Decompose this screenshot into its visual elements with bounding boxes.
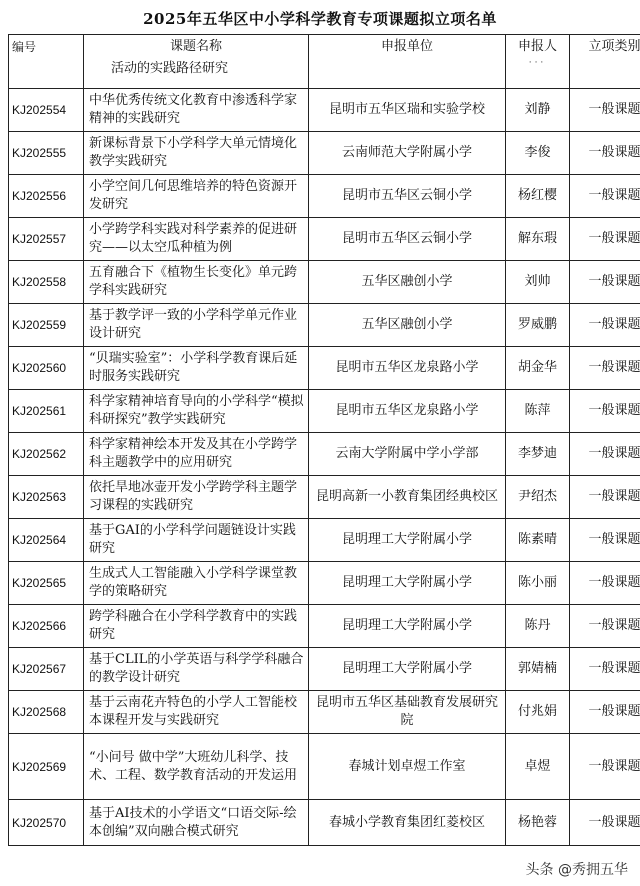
table-row	[9, 648, 640, 691]
table-row	[9, 433, 640, 476]
cell-unit-text: 昆明理工大学附属小学	[341, 618, 472, 633]
cell-num-text: KJ202554	[12, 103, 67, 117]
cell-category-text: 一般课题	[588, 188, 640, 203]
cell-unit	[309, 691, 506, 734]
table-row	[9, 519, 640, 562]
cell-num-text: KJ202569	[12, 759, 67, 774]
cell-applicant	[506, 132, 570, 175]
cell-name-text: 小学空间几何思维培养的特色资源开发研究	[89, 179, 298, 212]
cell-applicant-text: 陈丹	[524, 618, 551, 633]
cell-num-text: KJ202566	[12, 619, 67, 633]
cell-num-text: KJ202561	[12, 404, 67, 418]
cell-unit	[309, 175, 506, 218]
cell-category-text: 一般课题	[588, 403, 640, 418]
cell-unit-text: 昆明市五华区云铜小学	[341, 231, 472, 246]
cell-applicant	[506, 648, 570, 691]
cell-name-text: 依托旱地冰壶开发小学跨学科主题学习课程的实践研究	[89, 480, 298, 513]
table-row	[9, 691, 640, 734]
cell-category	[570, 605, 640, 648]
cell-category-text: 一般课题	[588, 360, 640, 375]
table-row	[9, 605, 640, 648]
cell-num	[9, 562, 84, 605]
cell-name	[84, 476, 309, 519]
cell-unit	[309, 218, 506, 261]
cell-applicant	[506, 476, 570, 519]
cell-unit-text: 春城小学教育集团红菱校区	[328, 814, 485, 830]
table-row	[9, 476, 640, 519]
cell-name	[84, 218, 309, 261]
cell-unit-text: 春城计划卓煜工作室	[348, 758, 466, 774]
cell-num-text: KJ202570	[12, 815, 67, 830]
cell-applicant	[506, 347, 570, 390]
cell-num	[9, 800, 84, 846]
cell-category-text: 一般课题	[588, 231, 640, 246]
table-row	[9, 390, 640, 433]
cell-num	[9, 519, 84, 562]
cell-applicant	[506, 433, 570, 476]
cell-name-text: 五育融合下《植物生长变化》单元跨学科实践研究	[89, 265, 298, 298]
cell-category-text: 一般课题	[588, 317, 640, 332]
cell-unit	[309, 132, 506, 175]
cell-name-text: 科学家精神培育导向的小学科学“模拟科研探究”教学实践研究	[89, 394, 304, 427]
cell-category	[570, 261, 640, 304]
cell-category	[570, 132, 640, 175]
cell-category	[570, 175, 640, 218]
table-row	[9, 734, 640, 800]
cell-unit-text: 昆明市五华区瑞和实验学校	[328, 102, 485, 117]
cell-unit	[309, 390, 506, 433]
cell-unit-text: 五华区融创小学	[361, 317, 453, 332]
cell-name-text: “贝瑞实验室”：小学科学教育课后延时服务实践研究	[89, 351, 298, 384]
cell-num	[9, 476, 84, 519]
cell-category	[570, 476, 640, 519]
header-applicant: 申报人 ···	[506, 35, 570, 89]
cell-applicant-text: 李梦迪	[517, 446, 557, 461]
cell-name	[84, 89, 309, 132]
cell-applicant	[506, 304, 570, 347]
cell-num-text: KJ202564	[12, 533, 67, 547]
table-row	[9, 175, 640, 218]
cell-applicant-text: 卓煜	[524, 758, 551, 774]
cell-unit	[309, 433, 506, 476]
header-num: 编号	[9, 35, 84, 89]
cell-unit	[309, 605, 506, 648]
table-header-row	[9, 35, 640, 89]
table-row	[9, 132, 640, 175]
cell-category	[570, 691, 640, 734]
table-row	[9, 218, 640, 261]
cell-name	[84, 562, 309, 605]
cell-applicant	[506, 800, 570, 846]
cell-name	[84, 800, 309, 846]
cell-applicant	[506, 691, 570, 734]
cell-applicant	[506, 605, 570, 648]
cell-unit	[309, 734, 506, 800]
cell-num-text: KJ202556	[12, 189, 67, 203]
cell-unit-text: 昆明高新一小教育集团经典校区	[315, 489, 498, 504]
cell-category-text: 一般课题	[588, 102, 640, 117]
table-row	[9, 800, 640, 846]
cell-applicant	[506, 390, 570, 433]
cell-name-text: 基于云南花卉特色的小学人工智能校本课程开发与实践研究	[89, 695, 298, 728]
cell-category	[570, 800, 640, 846]
cell-unit-text: 昆明市五华区基础教育发展研究院	[315, 695, 498, 728]
cell-applicant	[506, 519, 570, 562]
table-row	[9, 304, 640, 347]
cell-num-text: KJ202558	[12, 275, 67, 289]
cell-unit-text: 云南师范大学附属小学	[341, 145, 472, 160]
cell-category-text: 一般课题	[588, 661, 640, 676]
cell-num-text: KJ202555	[12, 146, 67, 160]
cell-num	[9, 261, 84, 304]
page-title: 2025年五华区中小学科学教育专项课题拟立项名单	[143, 10, 497, 28]
cell-name	[84, 691, 309, 734]
cell-category	[570, 519, 640, 562]
cell-unit-text: 昆明理工大学附属小学	[341, 575, 472, 590]
cell-num-text: KJ202563	[12, 490, 67, 504]
cell-unit-text: 昆明理工大学附属小学	[341, 532, 472, 547]
cell-num	[9, 734, 84, 800]
cell-applicant	[506, 562, 570, 605]
cell-unit-text: 云南大学附属中学小学部	[335, 446, 479, 461]
cell-applicant-text: 李俊	[524, 145, 551, 160]
cell-name-text: 科学家精神绘本开发及其在小学跨学科主题教学中的应用研究	[89, 437, 298, 470]
cell-category	[570, 304, 640, 347]
cell-category-text: 一般课题	[588, 446, 640, 461]
cell-num	[9, 218, 84, 261]
cell-name-text: 基于GAI的小学科学问题链设计实践研究	[89, 523, 296, 556]
watermark-text: 头条 @秀拥五华	[522, 858, 632, 880]
cell-applicant-text: 陈萍	[524, 403, 551, 418]
cell-name	[84, 132, 309, 175]
cell-unit	[309, 648, 506, 691]
cell-unit	[309, 562, 506, 605]
cell-name-text: 生成式人工智能融入小学科学课堂教学的策略研究	[89, 566, 298, 599]
cell-category-text: 一般课题	[588, 145, 640, 160]
cell-num	[9, 691, 84, 734]
cell-unit	[309, 261, 506, 304]
cell-num-text: KJ202559	[12, 318, 67, 332]
cell-category-text: 一般课题	[588, 814, 640, 830]
cell-unit-text: 昆明市五华区龙泉路小学	[335, 403, 479, 418]
cell-name-text: 小学跨学科实践对科学素养的促进研究——以太空瓜种植为例	[89, 222, 298, 255]
cell-applicant-text: 罗威鹏	[517, 317, 557, 332]
cell-category-text: 一般课题	[588, 489, 640, 504]
cell-name	[84, 433, 309, 476]
project-table	[8, 34, 640, 846]
cell-unit	[309, 519, 506, 562]
cell-category-text: 一般课题	[588, 532, 640, 547]
cell-name-text: 跨学科融合在小学科学教育中的实践研究	[89, 609, 298, 642]
cell-applicant-text: 郭婧楠	[517, 661, 557, 676]
cell-applicant-text: 刘帅	[524, 274, 551, 289]
cell-applicant-text: 胡金华	[517, 360, 557, 375]
cell-unit-text: 五华区融创小学	[361, 274, 453, 289]
cell-name-text: 中华优秀传统文化教育中渗透科学家精神的实践研究	[89, 93, 298, 126]
cell-unit	[309, 476, 506, 519]
table-row	[9, 89, 640, 132]
cell-num	[9, 175, 84, 218]
table-row	[9, 562, 640, 605]
cell-applicant-text: 尹绍杰	[517, 489, 557, 504]
cell-name-text: 基于CLIL的小学英语与科学学科融合的教学设计研究	[89, 652, 304, 685]
table-row	[9, 347, 640, 390]
cell-applicant	[506, 261, 570, 304]
cell-category	[570, 390, 640, 433]
cell-unit	[309, 304, 506, 347]
cell-name-text: 新课标背景下小学科学大单元情境化教学实践研究	[89, 136, 298, 169]
cell-category	[570, 89, 640, 132]
cell-applicant	[506, 218, 570, 261]
cell-unit	[309, 89, 506, 132]
cell-name	[84, 734, 309, 800]
cell-applicant-text: 杨艳蓉	[517, 814, 557, 830]
cell-applicant	[506, 89, 570, 132]
cell-applicant-text: 付兆娟	[517, 704, 557, 719]
cell-category	[570, 734, 640, 800]
cell-num	[9, 132, 84, 175]
cell-name-text: 基于AI技术的小学语文“口语交际-绘本创编”双向融合模式研究	[89, 805, 297, 839]
cell-unit	[309, 800, 506, 846]
cell-category	[570, 218, 640, 261]
cell-num	[9, 89, 84, 132]
cell-applicant	[506, 734, 570, 800]
cell-category-text: 一般课题	[588, 758, 640, 774]
cell-name	[84, 605, 309, 648]
cell-name	[84, 519, 309, 562]
header-applicant-continuation: ···	[528, 58, 547, 68]
cell-category-text: 一般课题	[588, 575, 640, 590]
cell-name-text: “小问号 做中学”大班幼儿科学、技术、工程、数学教育活动的开发运用	[89, 749, 298, 783]
cell-applicant-text: 陈素晴	[517, 532, 557, 547]
cell-num	[9, 347, 84, 390]
cell-name	[84, 304, 309, 347]
cell-num	[9, 433, 84, 476]
cell-num-text: KJ202565	[12, 576, 67, 590]
cell-num-text: KJ202562	[12, 447, 67, 461]
cell-applicant-text: 解东瑕	[517, 231, 557, 246]
cell-num-text: KJ202560	[12, 361, 67, 375]
cell-category	[570, 648, 640, 691]
cell-applicant-text: 刘静	[524, 102, 551, 117]
table-row	[9, 261, 640, 304]
cell-name	[84, 175, 309, 218]
cell-category	[570, 347, 640, 390]
cell-num	[9, 304, 84, 347]
cell-unit-text: 昆明市五华区龙泉路小学	[335, 360, 479, 375]
cell-name	[84, 347, 309, 390]
cell-category-text: 一般课题	[588, 704, 640, 719]
cell-num	[9, 390, 84, 433]
header-category: 立项类别	[570, 35, 640, 89]
cell-category-text: 一般课题	[588, 274, 640, 289]
cell-name	[84, 261, 309, 304]
cell-applicant-text: 杨红樱	[517, 188, 557, 203]
cell-num	[9, 605, 84, 648]
header-name: 课题名称 活动的实践路径研究	[84, 35, 309, 89]
cell-category-text: 一般课题	[588, 618, 640, 633]
cell-category	[570, 562, 640, 605]
cell-num-text: KJ202568	[12, 705, 67, 719]
cell-name	[84, 390, 309, 433]
cell-num-text: KJ202567	[12, 662, 67, 676]
cell-category	[570, 433, 640, 476]
cell-num-text: KJ202557	[12, 232, 67, 246]
cell-applicant-text: 陈小丽	[517, 575, 557, 590]
cell-unit-text: 昆明市五华区云铜小学	[341, 188, 472, 203]
header-name-continuation: 活动的实践路径研究	[111, 61, 229, 76]
cell-applicant	[506, 175, 570, 218]
cell-name	[84, 648, 309, 691]
cell-name-text: 基于教学评一致的小学科学单元作业设计研究	[89, 308, 298, 341]
cell-num	[9, 648, 84, 691]
header-unit: 申报单位	[309, 35, 506, 89]
cell-unit-text: 昆明理工大学附属小学	[341, 661, 472, 676]
cell-unit	[309, 347, 506, 390]
